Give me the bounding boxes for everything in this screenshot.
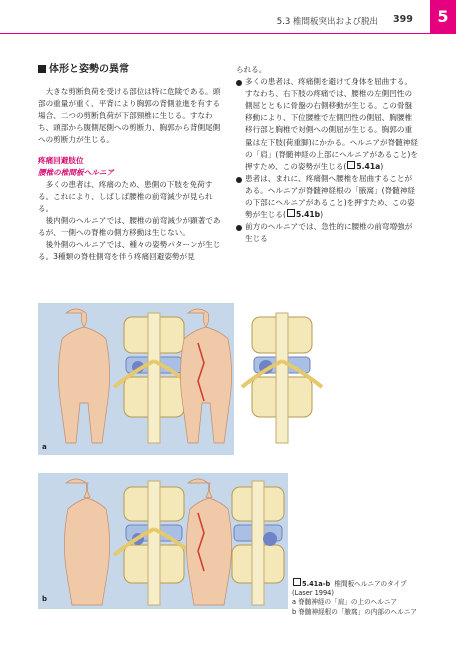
bullet-item: 患者は、まれに、疼痛側へ腰椎を屈曲することがある。ヘルニアが脊髄神経根の「腋窩」(脊髄神経の下部にヘルニアがあること)を押すため、この姿勢が生じる( 5.41b) [236,173,419,221]
figure-ref-icon [347,161,355,169]
chapter-tab: 5 [430,0,456,34]
figure-b-illustration [38,473,288,609]
paragraph: 後外側のヘルニアでは、種々の姿勢パターンが生じる。3種類の脊柱側弯を伴う疼痛回避姿勢が見 [38,240,221,262]
page-number: 399 [393,14,413,25]
figure-panel-a [38,303,422,455]
square-bullet-icon [38,65,46,73]
paragraph: 多くの患者は、疼痛のため、患側の下肢を免荷する。これにより、しばしば腰椎の前弯減少が見られる。 [38,179,213,213]
section-heading: 体形と姿勢の異常 [38,64,224,76]
panel-label-b: b [42,595,48,603]
paragraph: 大きな剪断負荷を受ける部位は特に危険である。頭部の重量が重く、平背により胸郭の背側並進を有する場合、二つの剪断負荷が下部頸椎に生じる。すなわち、頭部から腹側尾側への剪断力、胸郭から背側尾側への剪断力が生じる。 [38,87,221,145]
paragraph: られる。 [236,65,267,74]
subheading: 疼痛回避肢位 [38,155,84,165]
figure-ref-icon [287,209,295,217]
bullet-item: 多くの患者は、疼痛側を避けて身体を屈曲する。すなわち、右下肢の疼痛では、腰椎の左側凹性の側屈とともに骨盤の右側移動が生じる。この骨盤移動により、下位腰椎で左側凹性の側屈、胸腰椎移行部と胸椎で対側への側屈が生じる。胸郭の重量は左下肢(荷重脚)にかかる。ヘルニアが脊髄神経の「肩」(脊髄神経の上部にヘルニアがあること)を押すため、この姿勢が生じる( 5.41a) [236,76,419,173]
running-head: 5.3 椎間板突出および脱出 [276,17,378,27]
paragraph: 後内側のヘルニアでは、腰椎の前弯減少が顕著であるが、一側への脊椎の側方移動は生じない。 [38,216,221,238]
figure-caption: 5.41a-b 椎間板ヘルニアのタイプ (Laser 1994) a 脊髄神経の「肩」の上のヘルニア b 脊髄神経根の「腋窩」の内部のヘルニア [292,580,417,616]
header-rule [0,33,430,34]
left-column [38,64,224,263]
figure-a-illustration [38,303,422,455]
bullet-item: 前方のヘルニアでは、急性的に腰椎の前弯増強が生じる [236,221,419,245]
figure-panel-b [38,473,288,609]
right-column [236,64,419,245]
subheading-italic: 腰椎の椎間板ヘルニア [38,167,114,177]
panel-label-a: a [42,443,47,451]
figure-ref-icon [293,578,301,586]
